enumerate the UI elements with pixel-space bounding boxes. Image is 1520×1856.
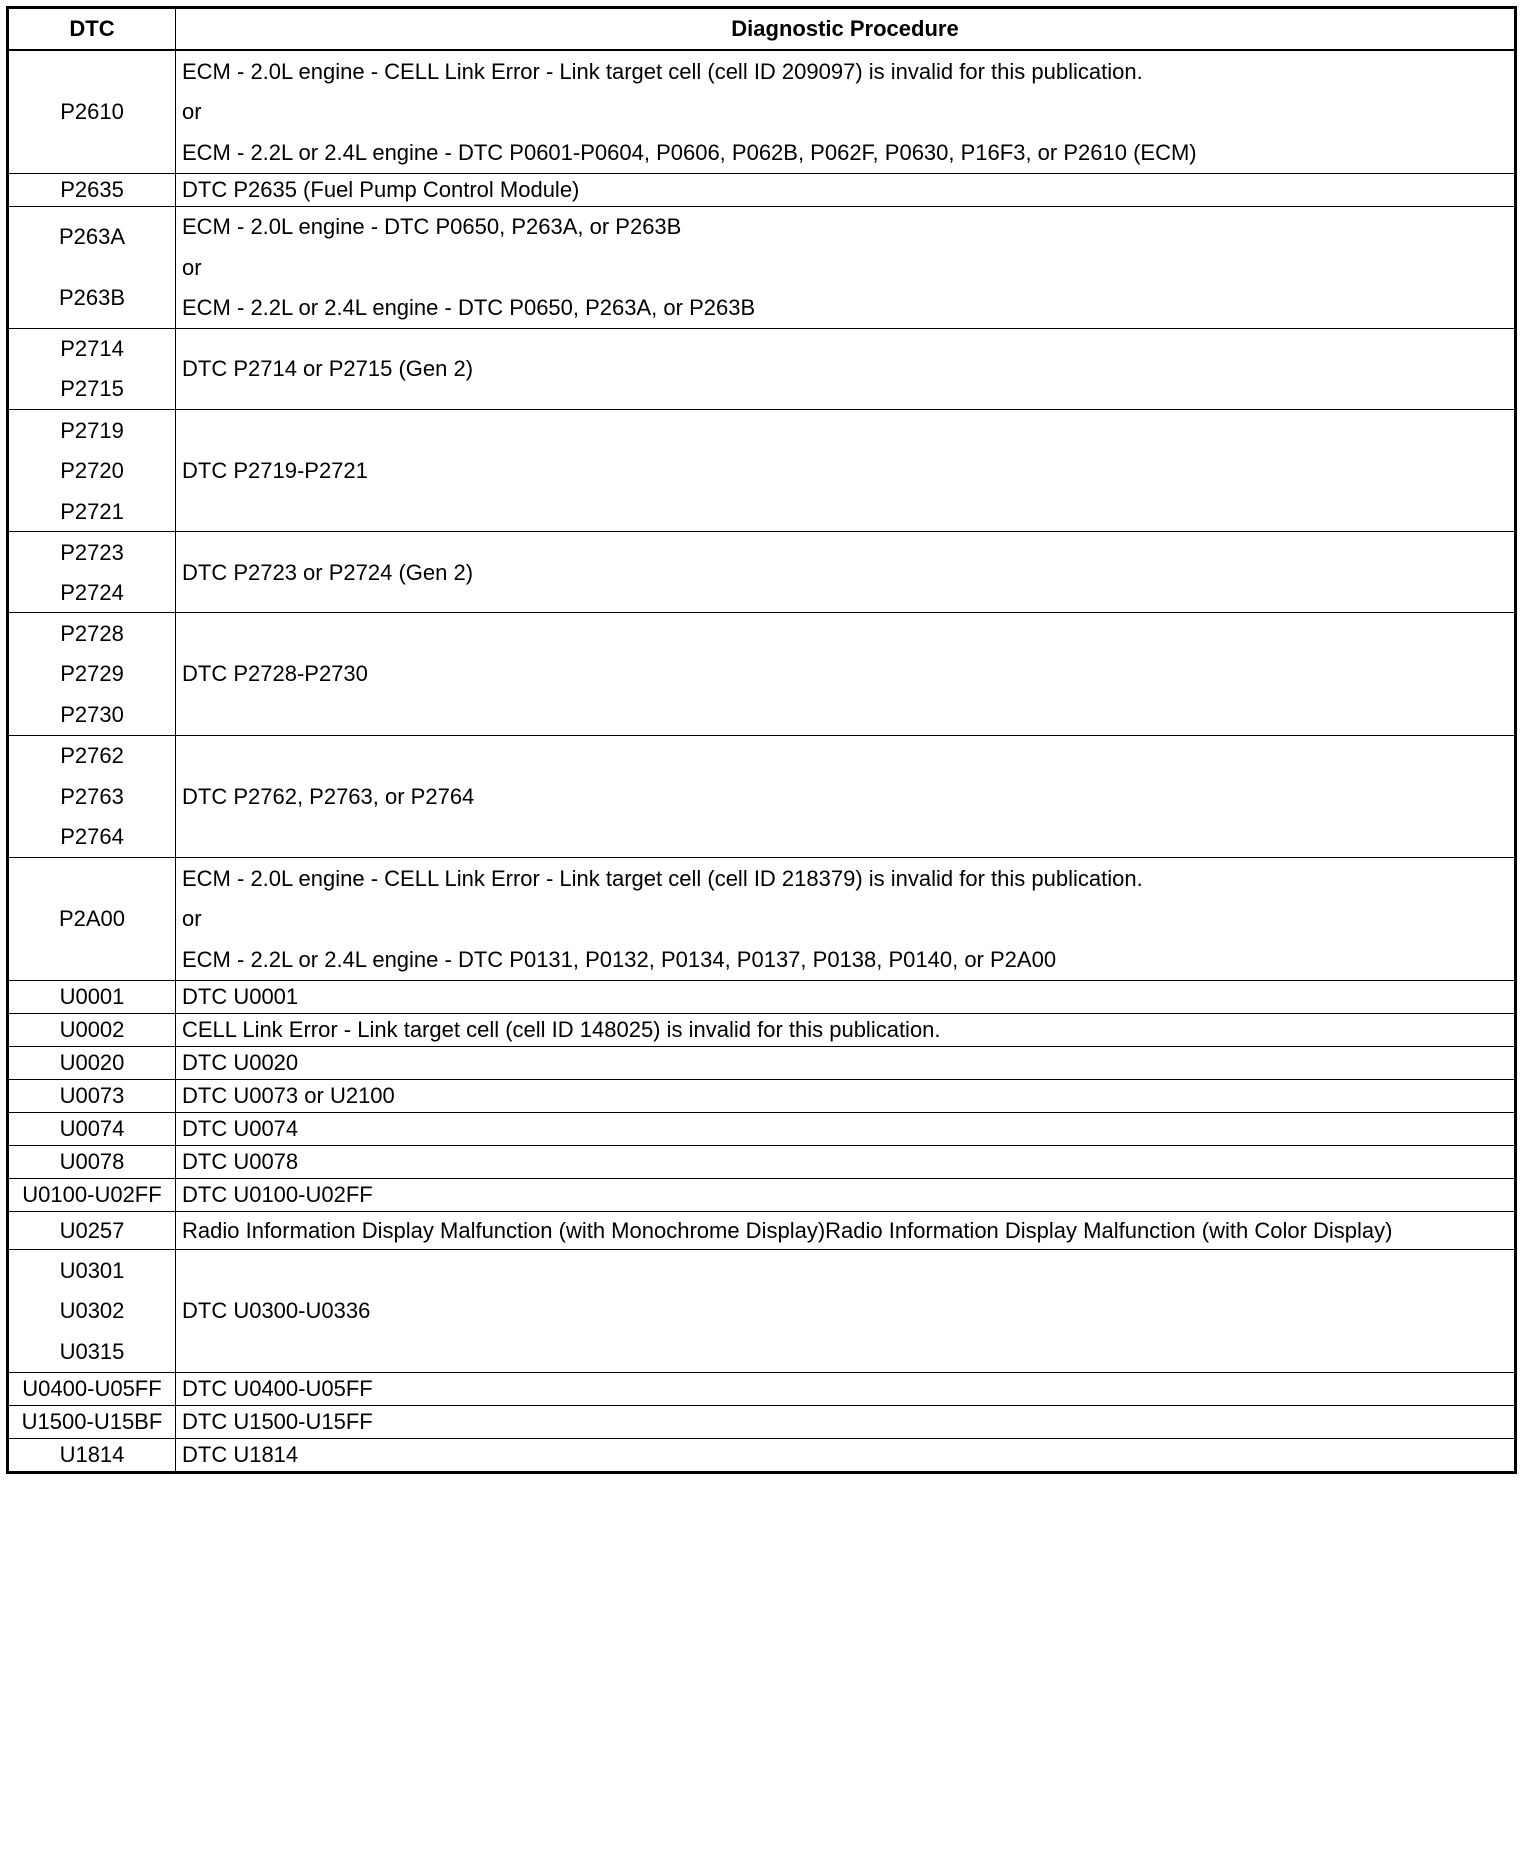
dtc-code-cell [8, 1178, 176, 1211]
dtc-code: P2715 [60, 376, 124, 402]
dtc-code-cell [8, 1145, 176, 1178]
procedure-text: ECM - 2.0L engine - CELL Link Error - Link target cell (cell ID 209097) is invalid for this publication. [182, 58, 1143, 84]
dtc-code: P2730 [60, 701, 124, 727]
procedure-text: DTC U0300-U0336 [182, 1298, 371, 1324]
procedure-text: ECM - 2.0L engine - CELL Link Error - Link target cell (cell ID 218379) is invalid for this publication. [182, 865, 1143, 891]
dtc-code-cell [8, 1405, 176, 1438]
procedure-text: DTC P2723 or P2724 (Gen 2) [182, 559, 474, 585]
table-row [8, 329, 1516, 410]
procedure-cell [176, 613, 1516, 736]
dtc-code-cell [8, 50, 176, 173]
table-row [8, 1372, 1516, 1405]
table-row [8, 1211, 1516, 1249]
table-row [8, 1079, 1516, 1112]
dtc-code-cell [8, 532, 176, 613]
dtc-code-cell [8, 1211, 176, 1249]
procedure-text: or [182, 254, 202, 280]
table-row [8, 50, 1516, 173]
dtc-code-cell [8, 1112, 176, 1145]
table-row [8, 613, 1516, 736]
procedure-text: or [182, 99, 202, 125]
procedure-text: ECM - 2.2L or 2.4L engine - DTC P0601-P0604, P0606, P062B, P062F, P0630, P16F3, or P2610 (ECM) [182, 139, 1197, 165]
procedure-text: ECM - 2.2L or 2.4L engine - DTC P0650, P263A, or P263B [182, 295, 756, 321]
procedure-text: DTC U0100-U02FF [182, 1182, 373, 1208]
table-row [8, 1112, 1516, 1145]
procedure-cell [176, 1046, 1516, 1079]
procedure-text: DTC P2635 (Fuel Pump Control Module) [182, 176, 580, 202]
table-row [8, 1145, 1516, 1178]
dtc-code: P2719 [60, 417, 124, 443]
dtc-code: P2A00 [58, 906, 126, 932]
dtc-code-cell [8, 173, 176, 206]
dtc-code: U0100-U02FF [22, 1182, 162, 1208]
dtc-code: U1500-U15BF [21, 1409, 163, 1435]
dtc-code-cell [8, 858, 176, 981]
procedure-cell [176, 50, 1516, 173]
table-row [8, 206, 1516, 329]
table-header-row [8, 8, 1516, 51]
dtc-code-cell [8, 1046, 176, 1079]
dtc-code-cell [8, 1438, 176, 1472]
procedure-text: DTC U0078 [182, 1149, 299, 1175]
procedure-cell [176, 206, 1516, 329]
procedure-text: DTC P2728-P2730 [182, 661, 368, 687]
procedure-text: CELL Link Error - Link target cell (cell ID 148025) is invalid for this publication. [182, 1017, 941, 1043]
dtc-code-cell [8, 1372, 176, 1405]
table-row [8, 1046, 1516, 1079]
procedure-cell [176, 1250, 1516, 1373]
procedure-cell [176, 1079, 1516, 1112]
dtc-code: P2714 [60, 336, 124, 362]
dtc-procedure-table [6, 6, 1517, 1474]
dtc-code-cell [8, 735, 176, 858]
procedure-cell [176, 173, 1516, 206]
dtc-code-cell [8, 1079, 176, 1112]
table-row [8, 173, 1516, 206]
procedure-cell [176, 1405, 1516, 1438]
procedure-cell [176, 409, 1516, 532]
procedure-text: DTC U0020 [182, 1050, 299, 1076]
dtc-code: U0257 [59, 1217, 125, 1243]
table-row [8, 1178, 1516, 1211]
procedure-text: DTC U1814 [182, 1442, 299, 1468]
dtc-code-cell [8, 1250, 176, 1373]
dtc-code-cell [8, 409, 176, 532]
dtc-code-cell [8, 1013, 176, 1046]
dtc-code: P2763 [60, 783, 124, 809]
table-row [8, 1438, 1516, 1472]
table-row [8, 1405, 1516, 1438]
dtc-code: P2720 [60, 458, 124, 483]
procedure-text: DTC P2762, P2763, or P2764 [182, 783, 475, 809]
dtc-code: U0074 [59, 1116, 125, 1142]
procedure-text: Radio Information Display Malfunction (with Monochrome Display)Radio Information Display Malfunction (with Color Display) [182, 1217, 1393, 1243]
table-row [8, 532, 1516, 613]
dtc-code: P2721 [60, 498, 124, 524]
dtc-code: P2728 [60, 620, 124, 646]
dtc-code: P2635 [60, 176, 124, 202]
dtc-code: P2729 [60, 661, 124, 687]
dtc-code: P2762 [60, 743, 124, 769]
dtc-code: U1814 [59, 1442, 125, 1468]
procedure-cell [176, 858, 1516, 981]
procedure-cell [176, 1178, 1516, 1211]
procedure-cell [176, 329, 1516, 410]
table-row [8, 735, 1516, 858]
table-row [8, 409, 1516, 532]
dtc-code: P2723 [60, 539, 124, 565]
dtc-code: P2610 [60, 99, 124, 125]
dtc-code-cell [8, 980, 176, 1013]
dtc-code: P2724 [60, 579, 124, 605]
procedure-cell [176, 980, 1516, 1013]
procedure-text: DTC P2719-P2721 [182, 458, 368, 483]
procedure-text: DTC U0073 or U2100 [182, 1083, 395, 1109]
procedure-text: DTC P2714 or P2715 (Gen 2) [182, 356, 474, 382]
procedure-cell [176, 1372, 1516, 1405]
table-row [8, 980, 1516, 1013]
procedure-text: or [182, 906, 202, 932]
dtc-code: P2764 [60, 824, 124, 850]
dtc-code: U0078 [59, 1149, 125, 1175]
table-row [8, 858, 1516, 981]
procedure-text: ECM - 2.0L engine - DTC P0650, P263A, or P263B [182, 214, 682, 240]
dtc-column-header: DTC [8, 8, 176, 51]
dtc-code-cell [8, 329, 176, 410]
dtc-code: U0315 [59, 1338, 125, 1364]
procedure-column-header: Diagnostic Procedure [176, 8, 1516, 51]
procedure-cell [176, 532, 1516, 613]
table-row [8, 1250, 1516, 1373]
dtc-code: P263B [58, 284, 126, 310]
procedure-text: ECM - 2.2L or 2.4L engine - DTC P0131, P0132, P0134, P0137, P0138, P0140, or P2A00 [182, 946, 1057, 972]
procedure-text: DTC U1500-U15FF [182, 1409, 373, 1435]
procedure-cell [176, 1211, 1516, 1249]
dtc-code-cell [8, 613, 176, 736]
procedure-text: DTC U0001 [182, 984, 299, 1010]
dtc-code: U0001 [59, 984, 125, 1010]
procedure-cell [176, 735, 1516, 858]
dtc-code: P263A [58, 224, 126, 250]
procedure-text: DTC U0074 [182, 1116, 299, 1142]
procedure-cell [176, 1438, 1516, 1472]
table-row [8, 1013, 1516, 1046]
dtc-code-cell [8, 206, 176, 329]
dtc-code: U0400-U05FF [22, 1376, 162, 1402]
procedure-cell [176, 1145, 1516, 1178]
dtc-code: U0002 [59, 1017, 125, 1043]
dtc-code: U0301 [59, 1257, 125, 1283]
dtc-code: U0302 [59, 1298, 125, 1324]
dtc-code: U0073 [59, 1083, 125, 1109]
procedure-cell [176, 1112, 1516, 1145]
dtc-code: U0020 [59, 1050, 125, 1076]
procedure-text: DTC U0400-U05FF [182, 1376, 373, 1402]
table-body [8, 50, 1516, 1472]
procedure-cell [176, 1013, 1516, 1046]
